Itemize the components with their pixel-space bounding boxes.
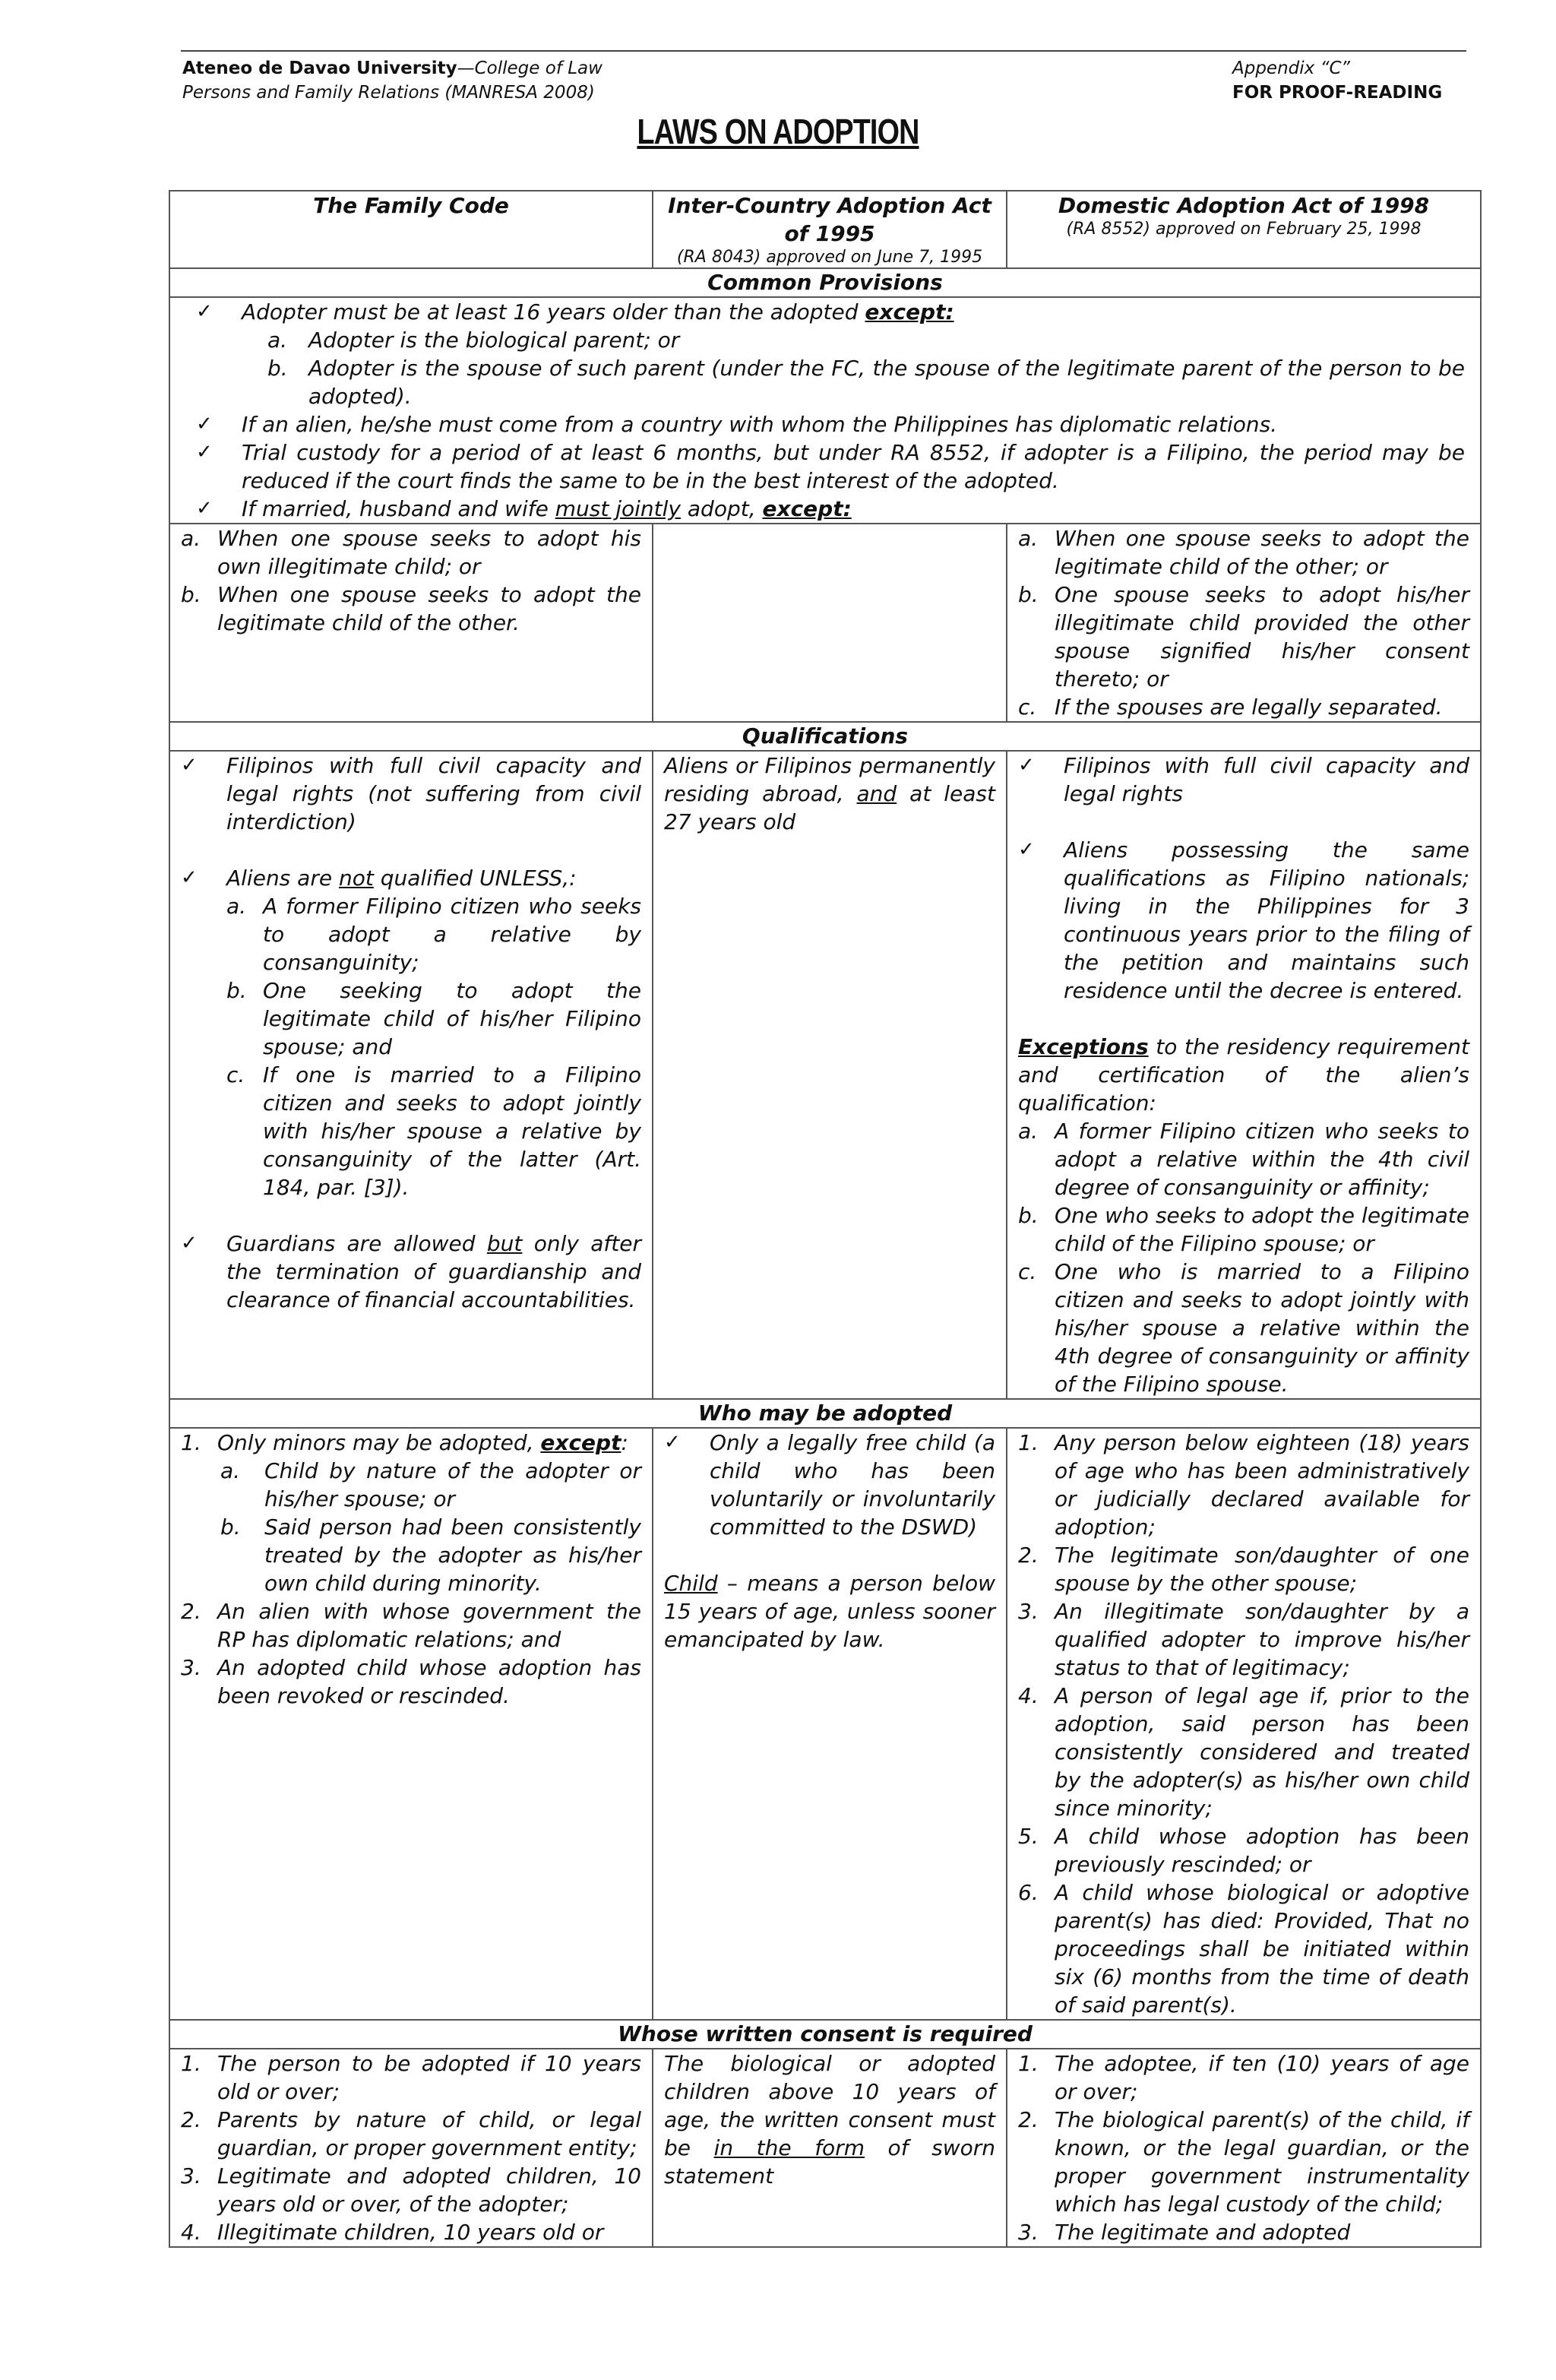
document-title: LAWS ON ADOPTION	[637, 112, 919, 151]
list-item: c. If one is married to a Filipino citizen and seeks to adopt jointly with his/her spouse a relative by consanguinity of the latter (Art. 184, par. [3]).	[226, 1062, 641, 1200]
ic-qualifications: Aliens or Filipinos permanently residing abroad, and at least 27 years old	[653, 751, 1007, 1399]
appendix-label: Appendix “C”	[1232, 59, 1350, 78]
ic-consent: The biological or adopted children above 10 years of age, the written consent must be in the form of sworn statement	[653, 2049, 1007, 2247]
list-item: a. A former Filipino citizen who seeks to adopt a relative within the 4th civil degree of consanguinity or affinity;	[1018, 1119, 1469, 1200]
course-name: Persons and Family Relations (MANRESA 2008)	[182, 83, 595, 103]
list-item: 2. An alien with whose government the RP has diplomatic relations; and	[181, 1599, 641, 1652]
list-item: 1. The person to be adopted if 10 years old or over;	[181, 2051, 641, 2104]
written-consent-row	[169, 2049, 1481, 2247]
list-item: ✓ If an alien, he/she must come from a country with whom the Philippines has diplomatic relations.	[181, 410, 1465, 438]
list-item: 2. Parents by nature of child, or legal guardian, or proper government entity;	[181, 2107, 641, 2160]
list-item: a. Adopter is the biological parent; or	[267, 328, 680, 353]
list-item: 3. The legitimate and adopted	[1018, 2220, 1351, 2245]
section-written-consent: Whose written consent is required	[169, 2020, 1481, 2049]
da-qualifications: ✓ Filipinos with full civil capacity and legal rights ✓ Aliens possessing the same qualifications as Filipino nationals; living in the Philippines for 3 continuous years prior to the filing of the petition and maintains such residence until the decree is entered. Exceptions to the residency requirement and certification of the alien’s qualification: a. A former Filipino citizen who seeks to adopt a relative within the 4th civil degree of consanguinity or affinity; b. One who seeks to adopt the legitimate child of the Filipino spouse; or c. One who is married to a Filipino citizen and seeks to adopt jointly with his/her spouse a relative within the 4th degree of consanguinity or affinity of the Filipino spouse.	[1007, 751, 1481, 1399]
fc-qualifications	[169, 751, 653, 1399]
section-who-may-be-adopted: Who may be adopted	[169, 1399, 1481, 1428]
list-item: b. Adopter is the spouse of such parent (under the FC, the spouse of the legitimate parent of the person to be adopted).	[267, 356, 1465, 409]
inter-country-header: Inter-Country Adoption Act of 1995 (RA 8043) approved on June 7, 1995	[653, 191, 1007, 268]
list-item: ✓ Adopter must be at least 16 years older than the adopted except:	[181, 298, 1465, 326]
section-qualifications: Qualifications	[169, 722, 1481, 751]
em-dash: —	[457, 59, 475, 78]
list-item: 3. An adopted child whose adoption has been revoked or rescinded.	[181, 1655, 641, 1708]
list-item: c. One who is married to a Filipino citizen and seeks to adopt jointly with his/her spouse a relative within the 4th degree of consanguinity or affinity of the Filipino spouse.	[1018, 1259, 1469, 1397]
list-item: a. When one spouse seeks to adopt his own illegitimate child; or	[181, 526, 641, 579]
who-may-be-adopted-row	[169, 1428, 1481, 2020]
list-item: 1. The adoptee, if ten (10) years of age or over;	[1018, 2051, 1469, 2104]
header-right	[1232, 56, 1460, 105]
common-provisions-row	[169, 297, 1481, 524]
list-item: ✓ Aliens are not qualified UNLESS,: a. A former Filipino citizen who seeks to adopt a relative by consanguinity; b. One seeking to adopt the legitimate child of his/her Filipino spouse; and c. If one is married to a Filipino citizen and seeks to adopt jointly with his/her spouse a relative by consanguinity of the latter (Art. 184, par. [3]).	[181, 864, 641, 1201]
list-item: c. If the spouses are legally separated.	[1018, 695, 1443, 720]
da-consent	[1007, 2049, 1481, 2247]
da-spouse-exceptions	[1007, 524, 1481, 722]
list-item: a. When one spouse seeks to adopt the legitimate child of the other; or	[1018, 526, 1469, 579]
adoption-laws-table	[169, 190, 1482, 2248]
list-item: b. Said person had been consistently treated by the adopter as his/her own child during minority.	[220, 1514, 641, 1596]
header-rule	[181, 50, 1466, 52]
college-name: College of Law	[474, 59, 602, 78]
da-who-adopted	[1007, 1428, 1481, 2020]
proofreading-label: FOR PROOF-READING	[1232, 83, 1443, 103]
list-item: b. One spouse seeks to adopt his/her illegitimate child provided the other spouse signified his/her consent thereto; or	[1018, 582, 1469, 692]
list-item: a. A former Filipino citizen who seeks to adopt a relative by consanguinity;	[226, 894, 641, 975]
list-item: 1. Any person below eighteen (18) years of age who has been administratively or judicially declared available for adoption;	[1018, 1430, 1469, 1540]
list-item: a. Child by nature of the adopter or his/her spouse; or	[220, 1458, 641, 1511]
common-exceptions-row	[169, 524, 1481, 722]
list-item: ✓ Filipinos with full civil capacity and legal rights (not suffering from civil interdiction)	[181, 752, 641, 836]
header-left	[182, 56, 602, 105]
section-common-provisions: Common Provisions	[169, 268, 1481, 297]
list-item: 4. Illegitimate children, 10 years old or	[181, 2220, 604, 2245]
domestic-adoption-header: Domestic Adoption Act of 1998 (RA 8552) approved on February 25, 1998	[1007, 191, 1481, 268]
list-item: 6. A child whose biological or adoptive parent(s) has died: Provided, That no proceedings shall be initiated within six (6) months from the time of death of said parent(s).	[1018, 1880, 1469, 2018]
list-item: 5. A child whose adoption has been previously rescinded; or	[1018, 1824, 1469, 1877]
list-item: ✓ Guardians are allowed but only after the termination of guardianship and clearance of financial accountabilities.	[181, 1230, 641, 1314]
list-item: b. When one spouse seeks to adopt the legitimate child of the other.	[181, 582, 641, 635]
list-item: ✓ If married, husband and wife must jointly adopt, except:	[181, 495, 1465, 523]
list-item: ✓ Filipinos with full civil capacity and legal rights	[1018, 752, 1469, 808]
list-item: 1. Only minors may be adopted, except: a. Child by nature of the adopter or his/her spouse; or b. Said person had been consistently treated by the adopter as his/her own child during minority.	[181, 1430, 641, 1596]
list-item: 3. An illegitimate son/daughter by a qualified adopter to improve his/her status to that of legitimacy;	[1018, 1599, 1469, 1680]
column-header-row	[169, 191, 1481, 268]
list-item: b. One seeking to adopt the legitimate child of his/her Filipino spouse; and	[226, 978, 641, 1059]
family-code-header: The Family Code	[169, 191, 653, 268]
ic-who-adopted: ✓ Only a legally free child (a child who has been voluntarily or involuntarily committed to the DSWD) Child – means a person below 15 years of age, unless sooner emancipated by law.	[653, 1428, 1007, 2020]
list-item: 2. The legitimate son/daughter of one spouse by the other spouse;	[1018, 1543, 1469, 1596]
list-item: ✓ Only a legally free child (a child who has been voluntarily or involuntarily committed to the DSWD)	[664, 1429, 995, 1541]
list-item: ✓ Aliens possessing the same qualifications as Filipino nationals; living in the Philippines for 3 continuous years prior to the filing of the petition and maintains such residence until the decree is entered.	[1018, 836, 1469, 1005]
list-item: 4. A person of legal age if, prior to the adoption, said person has been consistently considered and treated by the adopter(s) as his/her own child since minority;	[1018, 1683, 1469, 1821]
university-name: Ateneo de Davao University	[182, 59, 457, 78]
list-item: ✓ Trial custody for a period of at least 6 months, but under RA 8552, if adopter is a Filipino, the period may be reduced if the court finds the same to be in the best interest of the adopted.	[181, 438, 1465, 495]
fc-spouse-exceptions	[169, 524, 653, 722]
ic-spouse-exceptions	[653, 524, 1007, 722]
fc-who-adopted	[169, 1428, 653, 2020]
fc-consent	[169, 2049, 653, 2247]
common-provisions-body	[169, 297, 1481, 524]
list-item: 3. Legitimate and adopted children, 10 years old or over, of the adopter;	[181, 2163, 641, 2217]
list-item: 2. The biological parent(s) of the child, if known, or the legal guardian, or the proper government instrumentality which has legal custody of the child;	[1018, 2107, 1469, 2217]
qualifications-row	[169, 751, 1481, 1399]
list-item: b. One who seeks to adopt the legitimate child of the Filipino spouse; or	[1018, 1203, 1469, 1256]
